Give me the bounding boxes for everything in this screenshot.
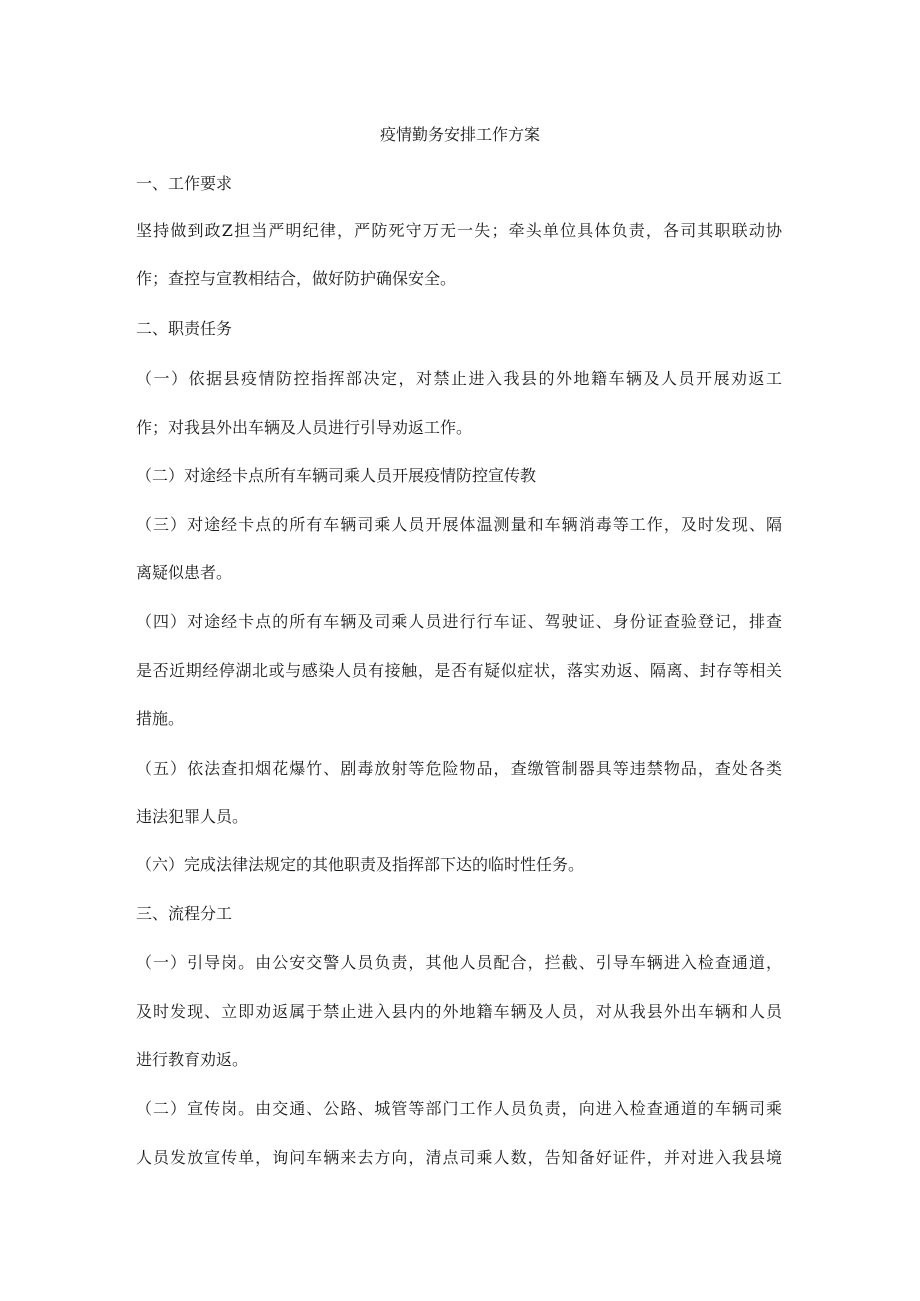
paragraph-line: 进行教育劝返。 xyxy=(136,1050,249,1069)
paragraph-line: （一）依据县疫情防控指挥部决定，对禁止进入我县的外地籍车辆及人员开展劝返工 xyxy=(136,369,782,388)
section-heading-1: 一、工作要求 xyxy=(136,174,233,193)
paragraph-line: 离疑似患者。 xyxy=(136,563,233,582)
paragraph-line: （二）对途经卡点所有车辆司乘人员开展疫情防控宣传教 xyxy=(136,466,537,485)
paragraph-line: 措施。 xyxy=(136,709,185,728)
paragraph-line: （六）完成法律法规定的其他职责及指挥部下达的临时性任务。 xyxy=(136,855,585,874)
paragraph-line: 违法犯罪人员。 xyxy=(136,807,249,826)
paragraph-line: （三）对途经卡点的所有车辆司乘人员开展体温测量和车辆消毒等工作，及时发现、隔 xyxy=(136,515,782,534)
paragraph-line: 作；查控与宣教相结合，做好防护确保安全。 xyxy=(136,269,457,288)
paragraph-line: 人员发放宣传单，询问车辆来去方向，清点司乘人数，告知备好证件，并对进入我县境 xyxy=(136,1148,782,1167)
section-heading-2: 二、职责任务 xyxy=(136,319,233,338)
document-title: 疫情勤务安排工作方案 xyxy=(379,125,540,144)
paragraph-line: （四）对途经卡点的所有车辆及司乘人员进行行车证、驾驶证、身份证查验登记，排查 xyxy=(136,612,782,631)
paragraph-line: 坚持做到政Z担当严明纪律，严防死守万无一失；牵头单位具体负责，各司其职联动协 xyxy=(136,221,782,240)
paragraph-line: 作；对我县外出车辆及人员进行引导劝返工作。 xyxy=(136,418,473,437)
paragraph-line: （二）宣传岗。由交通、公路、城管等部门工作人员负责，向进入检查通道的车辆司乘 xyxy=(136,1099,782,1118)
paragraph-line: （一）引导岗。由公安交警人员负责，其他人员配合，拦截、引导车辆进入检查通道， xyxy=(136,953,782,972)
section-heading-3: 三、流程分工 xyxy=(136,904,233,923)
paragraph-line: 是否近期经停湖北或与感染人员有接触，是否有疑似症状，落实劝返、隔离、封存等相关 xyxy=(136,661,782,680)
paragraph-line: （五）依法查扣烟花爆竹、剧毒放射等危险物品，查缴管制器具等违禁物品，查处各类 xyxy=(136,759,782,778)
paragraph-line: 及时发现、立即劝返属于禁止进入县内的外地籍车辆及人员，对从我县外出车辆和人员 xyxy=(136,1002,782,1021)
